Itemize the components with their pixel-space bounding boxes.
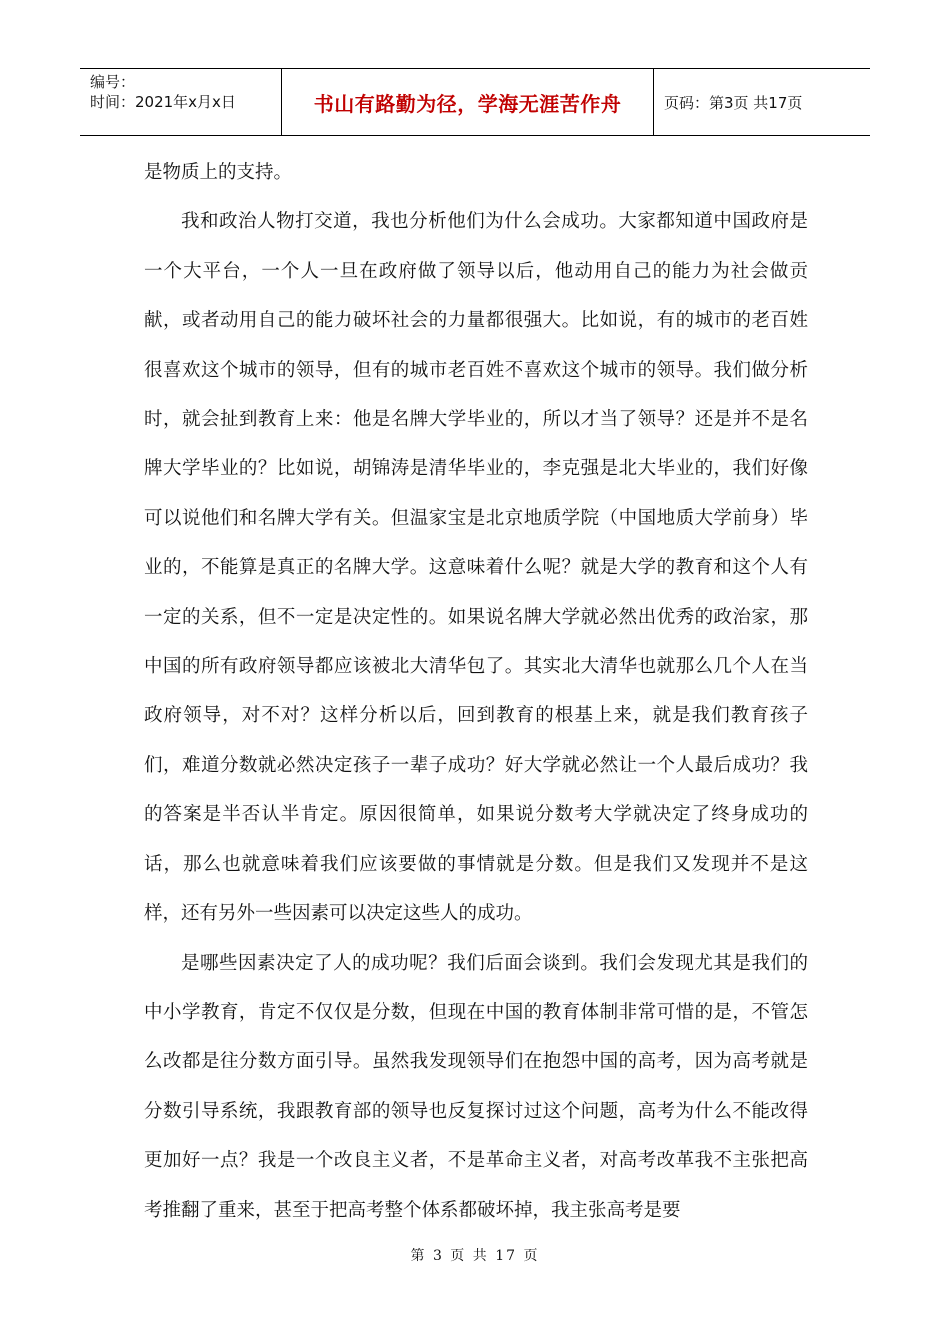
header-motto: 书山有路勤为径，学海无涯苦作舟: [282, 69, 654, 135]
document-number-label: 编号：: [90, 73, 136, 91]
paragraph: 我和政治人物打交道，我也分析他们为什么会成功。大家都知道中国政府是一个大平台，一个人一旦在政府做了领导以后，他动用自己的能力为社会做贡献，或者动用自己的能力破坏社会的力量都很强大。比如说，有的城市的老百姓很喜欢这个城市的领导，但有的城市老百姓不喜欢这个城市的领导。我们做分析时，就会扯到教育上来：他是名牌大学毕业的，所以才当了领导？还是并不是名牌大学毕业的？比如说，胡锦涛是清华毕业的，李克强是北大毕业的，我们好像可以说他们和名牌大学有关。但温家宝是北京地质学院（中国地质大学前身）毕业的，不能算是真正的名牌大学。这意味着什么呢？就是大学的教育和这个人有一定的关系，但不一定是决定性的。如果说名牌大学就必然出优秀的政治家，那中国的所有政府领导都应该被北大清华包了。其实北大清华也就那么几个人在当政府领导，对不对？这样分析以后，回到教育的根基上来，就是我们教育孩子们，难道分数就必然决定孩子一辈子成功？好大学就必然让一个人最后成功？我的答案是半否认半肯定。原因很简单，如果说分数考大学就决定了终身成功的话，那么也就意味着我们应该要做的事情就是分数。但是我们又发现并不是这样，还有另外一些因素可以决定这些人的成功。: [144, 211, 808, 925]
document-date: 时间：2021年x月x日: [90, 93, 236, 111]
page-footer: 第 3 页 共 17 页: [410, 1248, 540, 1264]
header-page-code: 页码：第3页 共17页: [664, 93, 803, 112]
paragraph: 是物质上的支持。: [144, 162, 293, 183]
header-meta: [80, 69, 282, 135]
document-body: [144, 148, 808, 1235]
paragraph: 是哪些因素决定了人的成功呢？我们后面会谈到。我们会发现尤其是我们的中小学教育，肯定不仅仅是分数，但现在中国的教育体制非常可惜的是，不管怎么改都是往分数方面引导。虽然我发现领导们在抱怨中国的高考，因为高考就是分数引导系统，我跟教育部的领导也反复探讨过这个问题，高考为什么不能改得更加好一点？我是一个改良主义者，不是革命主义者，对高考改革我不主张把高考推翻了重来，甚至于把高考整个体系都破坏掉，我主张高考是要: [144, 952, 808, 1221]
page-header: [80, 68, 870, 136]
